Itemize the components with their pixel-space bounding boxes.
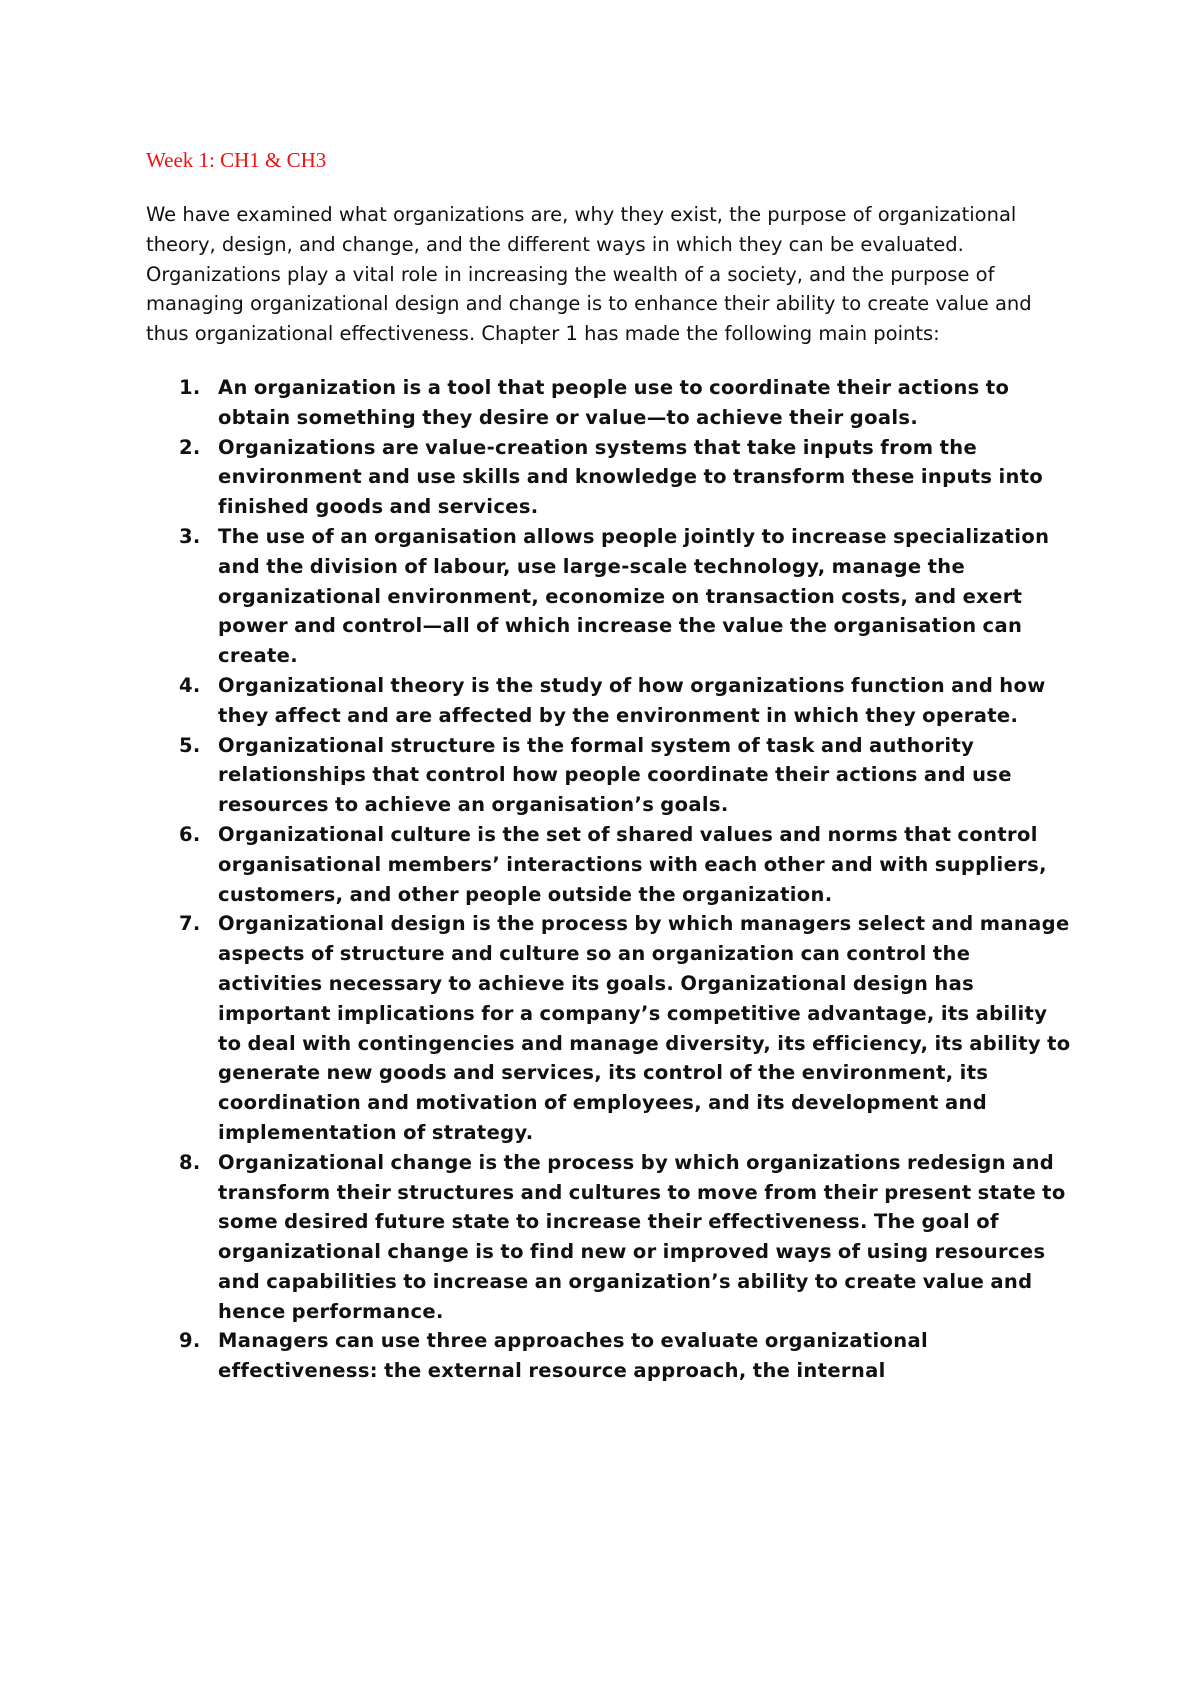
list-item: [146, 731, 1073, 820]
list-item-number: 5.: [179, 733, 201, 757]
list-item: [146, 820, 1073, 909]
list-item-text: Organizational theory is the study of how organizations function and how they affect and are affected by the environment in which they operate.: [218, 673, 1046, 727]
main-points-list: [146, 373, 1076, 1386]
list-item: [146, 909, 1073, 1147]
list-item: [146, 671, 1073, 731]
intro-paragraph: We have examined what organizations are, why they exist, the purpose of organizational theory, design, and change, and the different ways in which they can be evaluated. Organizations play a vital role in increasing the wealth of a society, and the purpose of managing organizational design and change is to enhance their ability to create value and thus organizational effectiveness. Chapter 1 has made the following main points:: [146, 203, 1032, 346]
list-item-number: 3.: [179, 524, 201, 548]
list-item: [146, 1148, 1073, 1327]
list-item-number: 6.: [179, 822, 201, 846]
page-title: Week 1: CH1 & CH3: [146, 148, 327, 172]
list-item-text: Organizational structure is the formal system of task and authority relationships that control how people coordinate their actions and use resources to achieve an organisation’s goals.: [218, 733, 1012, 817]
list-item-text: Organizational change is the process by which organizations redesign and transform their structures and cultures to move from their present state to some desired future state to increase their effectiveness. The goal of organizational change is to find new or improved ways of using resources and capabilities to increase an organization’s ability to create value and hence performance.: [218, 1150, 1066, 1323]
list-item-text: The use of an organisation allows people jointly to increase specialization and the division of labour, use large-scale technology, manage the organizational environment, economize on transaction costs, and exert power and control—all of which increase the value the organisation can create.: [218, 524, 1050, 668]
list-item-number: 4.: [179, 673, 201, 697]
document-content: [146, 146, 1076, 1386]
list-item-text: Managers can use three approaches to evaluate organizational effectiveness: the external resource approach, the internal: [218, 1329, 929, 1383]
list-item-number: 1.: [179, 375, 201, 399]
list-item-text: Organizations are value-creation systems that take inputs from the environment and use skills and knowledge to transform these inputs into finished goods and services.: [218, 435, 1044, 519]
list-item: [146, 373, 1073, 433]
list-item-text: An organization is a tool that people use to coordinate their actions to obtain something they desire or value—to achieve their goals.: [218, 375, 1010, 429]
list-item-number: 7.: [179, 912, 201, 936]
list-item: [146, 522, 1073, 671]
list-item-text: Organizational design is the process by which managers select and manage aspects of structure and culture so an organization can control the activities necessary to achieve its goals. Organizational design has important implications for a company’s competitive advantage, its ability to deal with contingencies and manage diversity, its efficiency, its ability to generate new goods and services, its control of the environment, its coordination and motivation of employees, and its development and implementation of strategy.: [218, 912, 1071, 1144]
list-item: [146, 433, 1073, 522]
list-item-text: Organizational culture is the set of shared values and norms that control organisational members’ interactions with each other and with suppliers, customers, and other people outside the organization.: [218, 822, 1047, 906]
list-item-number: 9.: [179, 1329, 201, 1353]
list-item: [146, 1326, 1073, 1386]
list-item-number: 2.: [179, 435, 201, 459]
list-item-number: 8.: [179, 1150, 201, 1174]
